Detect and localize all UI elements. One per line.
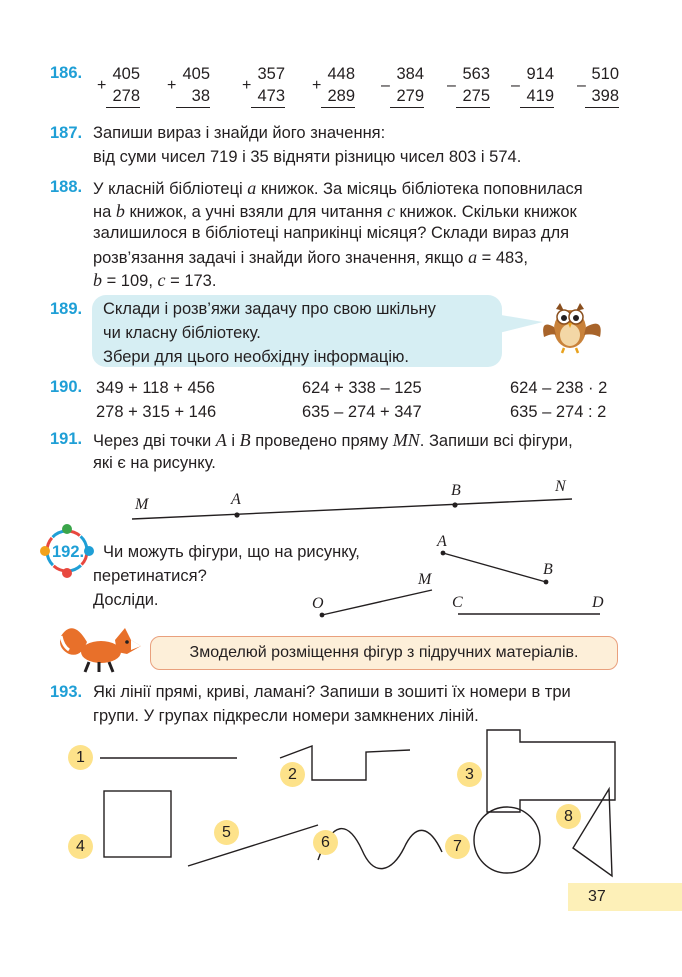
- figure-4-square: [104, 791, 171, 857]
- line-mn: [132, 499, 572, 519]
- task-188-line1: У класній бібліотеці a книжок. За місяць бібліотека поповнилася: [93, 178, 583, 198]
- task-number-191: 191.: [50, 430, 83, 448]
- task-number-190: 190.: [50, 378, 83, 396]
- label-b: B: [451, 482, 461, 499]
- point-o: [320, 613, 325, 618]
- task-192-line3: Досліди.: [93, 591, 159, 609]
- column-sum: 405 38: [176, 63, 210, 108]
- task-188-line2: на b книжок, а учні взяли для читання c книжок. Скільки книжок: [93, 201, 577, 221]
- label-a2: A: [437, 533, 447, 550]
- column-sum: 405 278: [106, 63, 140, 108]
- segment-ab: [443, 553, 546, 582]
- label-a: A: [231, 491, 241, 508]
- expression: 278 + 315 + 146: [96, 403, 217, 421]
- column-diff: 563 275: [456, 63, 490, 108]
- figure-8-triangle: [573, 789, 612, 876]
- expression: 624 – 238 · 2: [510, 379, 608, 397]
- column-diff: 510 398: [585, 63, 619, 108]
- figure-badge-8: 8: [556, 804, 581, 829]
- task-191-line1: Через дві точки A і B проведено пряму MN. Запиши всі фігури,: [93, 430, 573, 450]
- figure-badge-7: 7: [445, 834, 470, 859]
- figure-3-closed-polyline: [487, 730, 615, 812]
- task-number-188: 188.: [50, 178, 83, 196]
- label-o: O: [312, 595, 324, 612]
- label-m: M: [135, 496, 149, 513]
- op-sign: +: [242, 77, 252, 94]
- task-192-line1: Чи можуть фігури, що на рисунку,: [103, 543, 360, 561]
- figure-badge-4: 4: [68, 834, 93, 859]
- ray-om: [322, 590, 432, 615]
- point-a2: [441, 551, 446, 556]
- task-number-192: 192.: [52, 543, 85, 561]
- task-188-line3: залишилося в бібліотеці наприкінці місяця? Склади вираз для: [93, 224, 570, 242]
- figure-badge-5: 5: [214, 820, 239, 845]
- task-191-line2: які є на рисунку.: [93, 454, 216, 472]
- task-192-line2: перетинатися?: [93, 567, 207, 585]
- label-n: N: [555, 478, 566, 495]
- figure-badge-6: 6: [313, 830, 338, 855]
- task-number-186: 186.: [50, 64, 83, 82]
- column-sum: 357 473: [251, 63, 285, 108]
- column-sum: 448 289: [321, 63, 355, 108]
- task-189-line3: Збери для цього необхідну інформацію.: [103, 348, 409, 366]
- figure-badge-3: 3: [457, 762, 482, 787]
- note-banner: Змоделюй розміщення фігур з підручних матеріалів.: [150, 636, 618, 670]
- op-sign: –: [381, 77, 390, 94]
- task-193-line1: Які лінії прямі, криві, ламані? Запиши в зошиті їх номери в три: [93, 683, 571, 701]
- task-188-line5: b = 109, c = 173.: [93, 270, 217, 290]
- column-diff: 384 279: [390, 63, 424, 108]
- expression: 635 – 274 : 2: [510, 403, 607, 421]
- op-sign: –: [447, 77, 456, 94]
- label-m2: M: [418, 571, 432, 588]
- task-193-line2: групи. У групах підкресли номери замкнених ліній.: [93, 707, 479, 725]
- point-b: [452, 502, 457, 507]
- task-189-line2: чи класну бібліотеку.: [103, 324, 261, 342]
- fox-icon: [55, 618, 147, 674]
- expression: 349 + 118 + 456: [96, 379, 215, 397]
- task-number-193: 193.: [50, 683, 83, 701]
- task-number-189: 189.: [50, 300, 83, 318]
- op-sign: +: [312, 77, 322, 94]
- label-b2: B: [543, 561, 553, 578]
- figure-6-curve: [318, 829, 442, 869]
- page-number: 37: [568, 883, 682, 911]
- task-number-187: 187.: [50, 124, 83, 142]
- op-sign: –: [511, 77, 520, 94]
- figure-badge-1: 1: [68, 745, 93, 770]
- op-sign: +: [97, 77, 107, 94]
- figure-5-straight-line: [188, 825, 318, 866]
- column-diff: 914 419: [520, 63, 554, 108]
- expression: 635 – 274 + 347: [302, 403, 422, 421]
- figure-badge-2: 2: [280, 762, 305, 787]
- point-a: [234, 512, 239, 517]
- task-187-line1: Запиши вираз і знайди його значення:: [93, 124, 386, 142]
- op-sign: +: [167, 77, 177, 94]
- task-188-line4: розв’язання задачі і знайди його значення, якщо a = 483,: [93, 247, 528, 267]
- point-b2: [544, 580, 549, 585]
- expression: 624 + 338 – 125: [302, 379, 422, 397]
- label-d: D: [592, 594, 604, 611]
- figure-7-circle: [474, 807, 540, 873]
- op-sign: –: [577, 77, 586, 94]
- task-187-line2: від суми чисел 719 і 35 відняти різницю чисел 803 і 574.: [93, 148, 522, 166]
- task-189-line1: Склади і розв’яжи задачу про свою шкільну: [103, 300, 436, 318]
- label-c: C: [452, 594, 463, 611]
